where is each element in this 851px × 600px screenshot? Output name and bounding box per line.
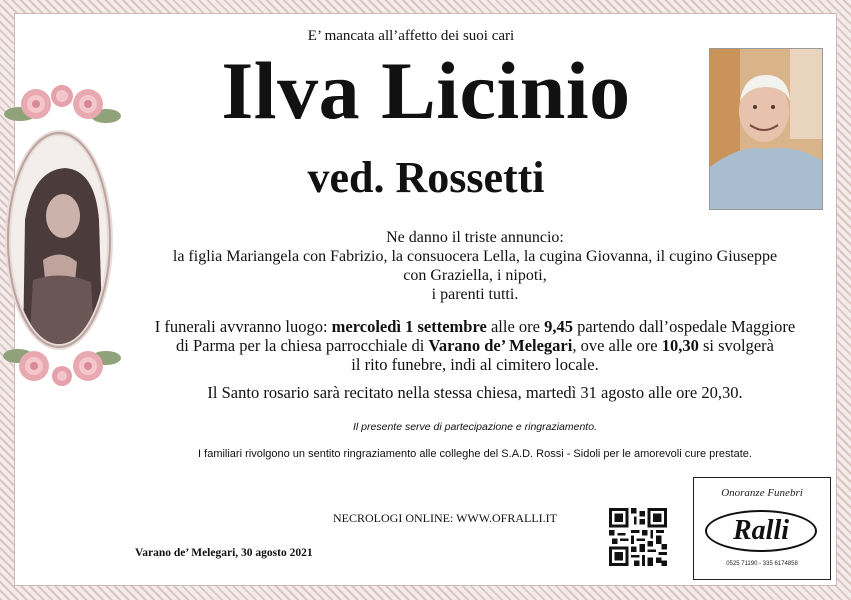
announcement-line: i parenti tutti. [431, 286, 519, 303]
funeral-line-1: I funerali avvranno luogo: mercoledì 1 settembre alle ore 9,45 partendo dall’ospedale Maggiore [154, 317, 796, 336]
qr-code-icon[interactable] [609, 508, 667, 566]
madonna-image [3, 130, 115, 350]
agency-oval [705, 510, 817, 552]
roses-bottom-decoration [2, 336, 122, 398]
announcement-block [135, 228, 815, 304]
deceased-photo [709, 48, 823, 210]
agency-phones: 0525 71190 - 335 6174858 [726, 561, 798, 567]
roses-top-decoration [2, 72, 122, 134]
intro-text: E’ mancata all’affetto dei suoi cari [307, 28, 515, 44]
agency-name: Ralli [732, 515, 789, 546]
funeral-line-2: di Parma per la chiesa parrocchiale di Varano de’ Melegari, ove alle ore 10,30 si svolgerà [176, 336, 774, 355]
funeral-line-3: il rito funebre, indi al cimitero locale. [351, 355, 599, 374]
funeral-details [125, 317, 825, 374]
funeral-agency-logo [693, 477, 831, 580]
deceased-name: Ilva Licinio [221, 45, 631, 136]
thanks-text: I familiari rivolgono un sentito ringraziamento alle colleghe del S.A.D. Rossi - Sidoli per le amorevoli cure prestate. [198, 448, 752, 460]
agency-tagline: Onoranze Funebri [721, 487, 803, 499]
place-date: Varano de’ Melegari, 30 agosto 2021 [135, 547, 313, 559]
announcement-line: Ne danno il triste annuncio: [386, 229, 564, 246]
rosary-notice: Il Santo rosario sarà recitato nella stessa chiesa, martedì 31 agosto alle ore 20,30. [207, 383, 743, 402]
participation-notice: Il presente serve di partecipazione e ringraziamento. [353, 421, 597, 433]
deceased-subname: ved. Rossetti [307, 153, 545, 202]
online-link[interactable]: NECROLOGI ONLINE: WWW.OFRALLI.IT [333, 511, 557, 525]
poster-content-area [14, 13, 837, 586]
announcement-line: con Graziella, i nipoti, [403, 267, 547, 284]
announcement-line: la figlia Mariangela con Fabrizio, la consuocera Lella, la cugina Giovanna, il cugino Giuseppe [172, 248, 778, 265]
